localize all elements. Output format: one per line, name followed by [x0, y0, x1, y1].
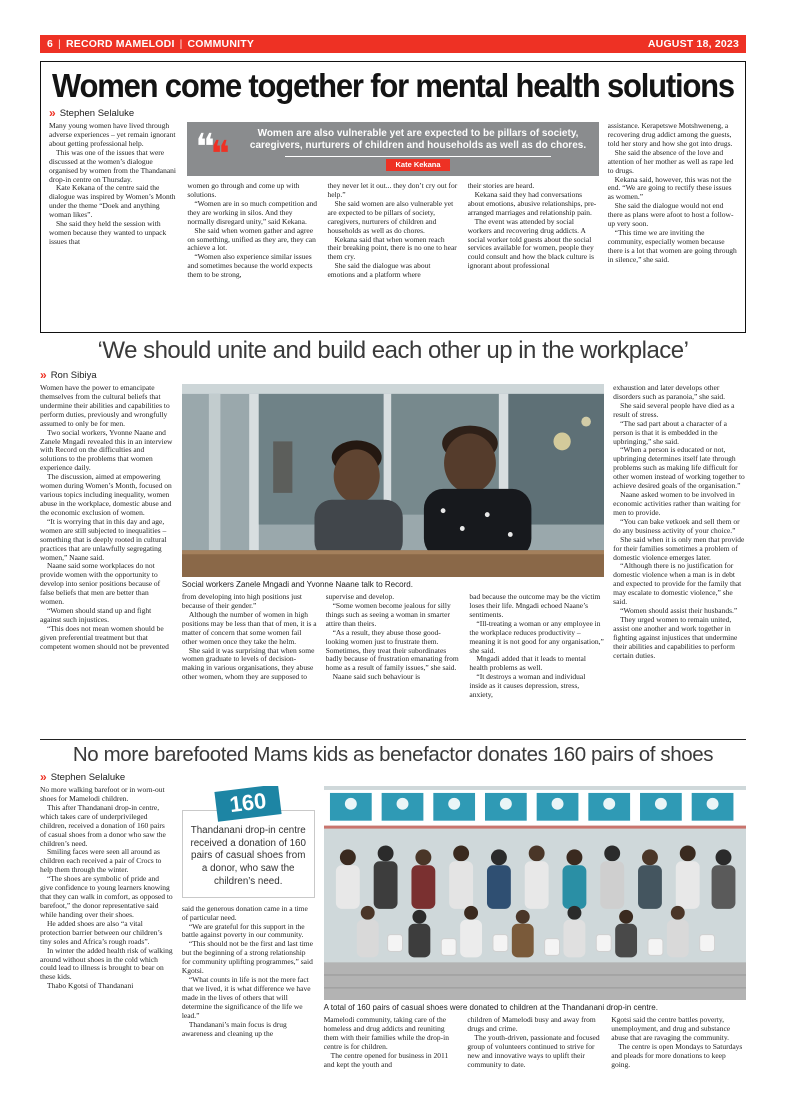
paragraph: they never let it out... they don’t cry out for help.”: [327, 182, 458, 199]
paragraph: She said the absence of the love and attention of her mother as well as rape led to drugs.: [607, 147, 734, 175]
article-right: [324, 786, 746, 1108]
text-column: [182, 905, 315, 1039]
paragraph: Kekana said they had conversations about emotions, abusive relationships, pre-arranged marriages and relationship pain.: [467, 189, 597, 217]
paragraph: She said they held the session with women because they wanted to unpack issues that: [49, 219, 167, 246]
author-name: Ron Sibiya: [50, 369, 97, 381]
article-headline: Women come together for mental health solutions: [52, 67, 734, 105]
paragraph: “Although there is no justification for domestic violence when a man is in debt and expected to provide for the family that may escalate to domestic violence,” she said.: [613, 561, 742, 607]
paragraph: said the generous donation came in a time of particular need.: [181, 903, 308, 922]
text-column: [49, 122, 178, 327]
paragraph: Kate Kekana of the centre said the dialogue was inspired by Women’s Month under the theme “Doek and anything woman likes”.: [49, 183, 176, 220]
paragraph: from developing into high positions just because of their gender.”: [181, 593, 303, 610]
paragraph: “What counts in life is not the mere fact that we lived, it is what difference we have made in the lives of others that will determine the significance of the life we lead.”: [181, 975, 311, 1020]
author-name: Stephen Selaluke: [50, 771, 126, 783]
paragraph: exhaustion and later develops other disorders such as paranoia,” she said.: [613, 384, 726, 401]
text-column: [40, 384, 173, 736]
paragraph: She said the dialogue was about emotions and a platform where: [327, 261, 431, 280]
paragraph: Naane asked women to be involved in economic activities rather than waiting for men to provide.: [613, 490, 741, 517]
paragraph: “As a result, they abuse those good-looking women just to frustrate them. Sometimes, they treat their subordinates badly because of frustration emanating from home as a result of family issues,” she said.: [325, 627, 459, 673]
middle-columns: [187, 182, 598, 327]
section-name: COMMUNITY: [187, 38, 255, 50]
article-middle: [182, 384, 604, 736]
text-column: [613, 384, 746, 736]
article-shoes-donation: [40, 739, 746, 1108]
quote-icon: ❝ ❝: [195, 127, 230, 175]
paragraph: Naane said some workplaces do not provide women with the opportunity to develop into senior positions because of false beliefs that men are better than women.: [40, 561, 161, 607]
paragraph: She said it was surprising that when some women graduate to levels of decision-making in various organisations, they abuse other women, whom they are supposed to: [181, 645, 315, 682]
paragraph: “When a person is educated or not, upbringing determines itself late through problems such as making life difficult for other women instead of working together to achieve desired goals of the organisation.”: [613, 445, 745, 491]
paragraph: “Women are in so much competition and they are working in silos. And they normally disregard unity,” said Kekana.: [187, 198, 318, 226]
paragraph: This after Thandanani drop-in centre, which takes care of underprivileged children, received a donation of 160 pairs of casual shoes from a donor who saw the children’s need.: [40, 802, 166, 848]
quote-body: [247, 127, 588, 171]
text-column: [327, 182, 458, 327]
text-column: [468, 182, 599, 327]
paragraph: The event was attended by social workers and recovering drug addicts. A social worker told guests about the social services available for women, people they could consult and how the black culture is ignorant about professional: [467, 216, 594, 271]
byline-chevron-icon: »: [49, 106, 56, 120]
article-body: [40, 786, 746, 1108]
paragraph: She said when it is only men that provide for their families sometimes a problem of domestic violence emerges later.: [613, 534, 745, 562]
paragraph: “This does not mean women should be given preferential treatment but that competent women should not be prevented: [40, 623, 169, 651]
page-number: 6: [47, 38, 54, 50]
text-column: [187, 182, 318, 327]
paragraph: “Women should stand up and fight against such injustices.: [40, 606, 152, 624]
text-column: [469, 593, 604, 736]
article-body: [40, 384, 746, 736]
paragraph: “The shoes are symbolic of pride and give confidence to young learners knowing that they can walk in comfort, as opposed to barefoot,” the donor representative said while handing over their shoes.: [40, 874, 173, 919]
paragraph: Thabo Kgotsi of Thandanani: [47, 981, 134, 991]
paragraph: “Women should assist their husbands.”: [620, 606, 738, 616]
paragraph: Kekana said, however, this was not the end. “We are going to rectify these issues as women.”: [607, 174, 732, 202]
paragraph: “We are grateful for this support in the battle against poverty in our community.: [181, 921, 305, 940]
byline-chevron-icon: »: [40, 770, 47, 784]
photo-shoes-donation: [324, 786, 746, 1000]
quote-box: [187, 122, 598, 176]
photo-caption: Social workers Zanele Mngadi and Yvonne Naane talk to Record.: [181, 580, 413, 589]
middle-columns: [182, 593, 604, 736]
paragraph: She said women are also vulnerable yet are expected to be pillars of society, caregivers, nurturers of children and households as well as do chores.: [327, 198, 454, 235]
paragraph: In winter the added health risk of walking around without shoes in the cold which could lead to illness is brought to bear on these kids.: [40, 945, 173, 982]
byline: [49, 107, 737, 119]
paragraph: “The sad part about a character of a person is that it is embedded in the upbringing,” she said.: [613, 418, 727, 446]
text-column: [608, 122, 737, 327]
article-headline: No more barefooted Mams kids as benefactor donates 160 pairs of shoes: [72, 743, 714, 766]
paragraph: “Some women become jealous for silly things such as seeing a woman in smarter attire than theirs.: [325, 600, 451, 628]
number-badge: 160: [215, 786, 282, 822]
paragraph: She said several people have died as a result of stress.: [613, 400, 735, 419]
article-workplace: [40, 337, 746, 736]
paragraph: The centre is open Mondays to Saturdays and pleads for more donations to keep going.: [611, 1041, 743, 1069]
page-header-bar: [40, 35, 746, 53]
paragraph: She said when women gather and agree on something, unified as they are, they can achieve a lot.: [187, 225, 316, 253]
byline-chevron-icon: »: [40, 368, 47, 382]
paragraph: This was one of the issues that were discussed at the women’s dialogue organised by women from the Thandanani drop-in centre on Thursday.: [49, 147, 176, 184]
paragraph: No more walking barefoot or in worn-out shoes for Mamelodi children.: [40, 786, 165, 803]
paragraph: children of Mamelodi busy and away from drugs and crime.: [467, 1016, 596, 1033]
fact-column: [182, 786, 315, 1108]
author-name: Stephen Selaluke: [59, 107, 135, 119]
paragraph: “This should not be the first and last time but the beginning of a strong relationship for community uplifting programmes,” said Kgotsi.: [181, 939, 313, 976]
text-column: [467, 1016, 602, 1108]
paragraph: “Ill-treating a woman or any employee in the workplace reduces productivity – meaning it is not good for any organisation,” she said.: [469, 618, 604, 655]
paragraph: Many young women have lived through adverse experiences – yet remain ignorant about getting professional help.: [49, 122, 176, 148]
paragraph: They urged women to remain united, assist one another and work together in fighting against injustices that undermine their abilities and capabilities to perform certain duties.: [613, 614, 738, 660]
paragraph: Although the number of women in high positions may be less than that of men, it is a matter of concern that some women fail other women once they take the helm.: [181, 609, 317, 646]
quote-divider: [285, 156, 551, 157]
paragraph: “Women also experience similar issues and sometimes because the world expects them to be strong,: [187, 252, 313, 280]
paragraph: “This time we are inviting the community, especially women because there is a lot that women are going through in silence,” she said.: [607, 228, 737, 264]
byline: [40, 369, 746, 381]
text-column: [326, 593, 461, 736]
photo-workplace-interview: [182, 384, 604, 577]
paragraph: Two social workers, Yvonne Naane and Zanele Mngadi revealed this in an interview with Record on the difficulties and solutions to the problems that women experience daily.: [40, 427, 173, 473]
article-mental-health: [40, 61, 746, 333]
paragraph: Kgotsi said the centre battles poverty, unemployment, and drug and substance abuse that are ravaging the community.: [611, 1016, 731, 1042]
paragraph: women go through and come up with solutions.: [187, 182, 300, 199]
paragraph: assistance. Kerapetswe Motshweneng, a recovering drug addict among the guests, told her story and how she got into drugs.: [607, 122, 733, 148]
article-body: [49, 122, 737, 327]
paragraph: “You can bake vetkoek and sell them or do any business activity of your choice.”: [613, 516, 740, 535]
article-headline: ‘We should unite and build each other up in the workplace’: [97, 337, 689, 364]
quote-text: Women are also vulnerable yet are expected to be pillars of society, caregivers, nurturers of children and households as well as do chores.: [249, 127, 587, 151]
paragraph: Women have the power to emancipate themselves from the cultural beliefs that undermine their abilities and capabilities to perform duties, previously and wrongfully assumed to only be for men.: [40, 384, 170, 428]
paragraph: Thandanani’s main focus is drug awareness and cleaning up the: [181, 1019, 287, 1038]
pull-quote: Thandanani drop-in centre received a donation of 160 pairs of casual shoes from a donor, who saw the children’s need.: [182, 810, 315, 898]
article-middle: [187, 122, 598, 327]
paragraph: Naane said such behaviour is: [332, 672, 421, 682]
paragraph: supervise and develop.: [325, 593, 395, 601]
paragraph: The youth-driven, passionate and focused group of volunteers continued to strive for new and innovative ways to uplift their community to date.: [467, 1032, 600, 1069]
issue-date: AUGUST 18, 2023: [647, 38, 739, 50]
publication-name: RECORD MAMELODI: [65, 38, 175, 50]
paragraph: bad because the outcome may be the victim loses their life. Mngadi echoed Naane’s sentiments.: [469, 593, 601, 619]
text-column: [611, 1016, 746, 1108]
photo-caption: A total of 160 pairs of casual shoes were donated to children at the Thandanani drop-in centre.: [323, 1003, 658, 1012]
bottom-columns: [324, 1016, 746, 1108]
header-separator: |: [58, 38, 61, 50]
paragraph: “It destroys a woman and individual inside as it causes depression, stress, anxiety,: [469, 672, 586, 700]
byline: [40, 771, 746, 783]
paragraph: Kekana said that when women reach their breaking point, there is no one to hear them cry.: [327, 234, 457, 262]
text-column: [324, 1016, 459, 1108]
header-separator: |: [179, 38, 183, 50]
paragraph: The centre opened for business in 2011 and kept the youth and: [323, 1050, 449, 1069]
paragraph: Mamelodi community, taking care of the homeless and drug addicts and reuniting them with their families while the drop-in centre is for children.: [323, 1016, 450, 1051]
paragraph: “It is worrying that in this day and age, women are still subjected to inequalities – something that is deeply rooted in cultural practices that are unlawfully segregating women,” Naane said.: [40, 516, 167, 562]
paragraph: He added shoes are also “a vital protection barrier between our children’s tiny soles and Africa’s rough roads”.: [40, 918, 163, 946]
quote-attribution: Kate Kekana: [386, 159, 449, 171]
text-column: [40, 786, 173, 1108]
paragraph: The discussion, aimed at empowering women during Women’s Month, focused on various topics including inequality, women abuse in the workplace, domestic abuse and the economic exclusion of women.: [40, 472, 172, 517]
paragraph: their stories are heard.: [467, 182, 535, 190]
header-left: [47, 38, 254, 50]
paragraph: Smiling faces were seen all around as children each received a pair of Crocs to help them through the winter.: [40, 847, 162, 875]
paragraph: Mngadi added that it leads to mental health problems as well.: [469, 654, 586, 673]
text-column: [182, 593, 317, 736]
paragraph: She said the dialogue would not end there as plans were afoot to host a follow-up very soon.: [607, 201, 734, 229]
